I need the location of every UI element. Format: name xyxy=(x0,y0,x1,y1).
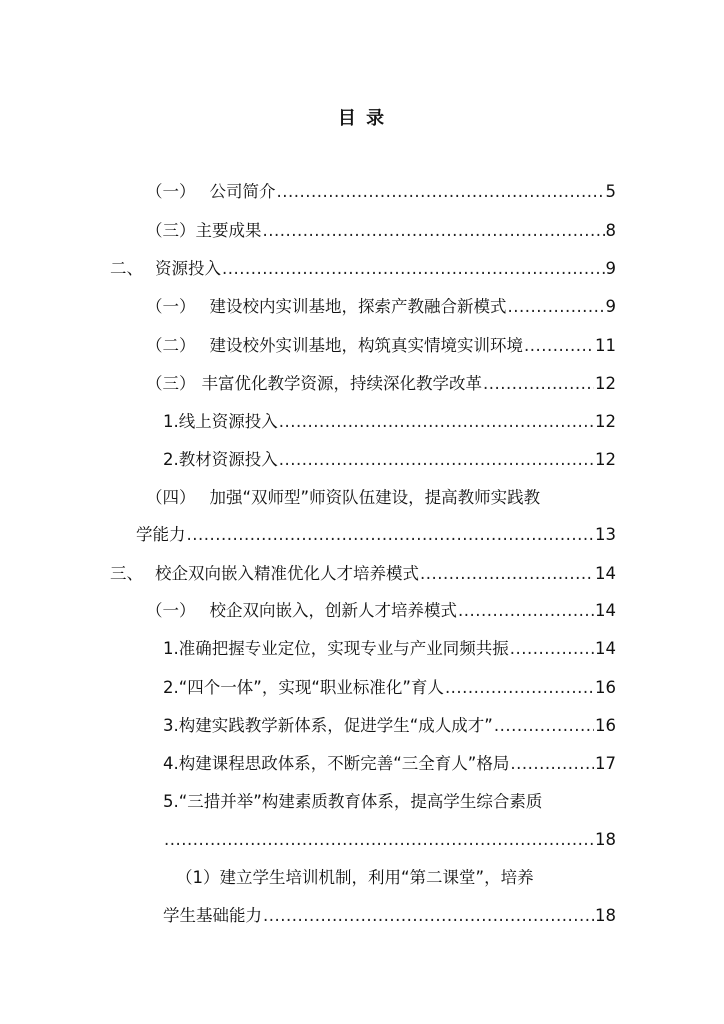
toc-leader-dots xyxy=(222,257,605,281)
toc-leader-dots xyxy=(508,295,605,319)
toc-leader-dots xyxy=(187,523,595,547)
toc-entry[interactable] xyxy=(163,448,616,472)
toc-entry-page: 14 xyxy=(595,639,616,658)
toc-entry-page: 14 xyxy=(595,601,616,620)
toc-entry[interactable] xyxy=(136,523,616,547)
toc-entry-text: （1）建立学生培训机制，利用“第二课堂”，培养 xyxy=(176,868,534,887)
toc-entry-text: 校企双向嵌入，创新人才培养模式 xyxy=(209,601,457,620)
toc-entry[interactable] xyxy=(146,334,616,358)
toc-entry[interactable] xyxy=(163,904,616,928)
toc-entry-page: 5 xyxy=(605,182,616,201)
toc-entry[interactable] xyxy=(110,562,616,586)
toc-entry-label: （三） xyxy=(146,221,196,240)
toc-entry-page: 18 xyxy=(595,906,616,925)
toc-entry[interactable] xyxy=(146,295,616,319)
toc-entry-page: 18 xyxy=(595,830,616,849)
toc-entry-first-line[interactable] xyxy=(146,486,616,510)
toc-entry-text: 2.“四个一体”，实现“职业标准化”育人 xyxy=(163,678,444,697)
toc-leader-dots xyxy=(445,676,594,700)
toc-entry-label: （一） xyxy=(146,182,196,201)
toc-entry[interactable] xyxy=(146,219,616,243)
toc-entry-label: （三） xyxy=(146,374,196,393)
toc-entry-text: 3.构建实践教学新体系，促进学生“成人成才” xyxy=(163,716,493,735)
toc-entry[interactable] xyxy=(163,752,616,776)
toc-entry-page: 13 xyxy=(595,525,616,544)
toc-leader-dots xyxy=(279,448,594,472)
toc-entry-page: 17 xyxy=(595,754,616,773)
toc-leader-dots xyxy=(510,637,594,661)
toc-entry-text: 1.线上资源投入 xyxy=(163,412,278,431)
toc-leader-dots xyxy=(483,372,594,396)
toc-leader-dots xyxy=(494,714,594,738)
toc-entry[interactable] xyxy=(146,180,616,204)
toc-entry-label: （四） xyxy=(146,488,196,507)
toc-entry-text: 1.准确把握专业定位，实现专业与产业同频共振 xyxy=(163,639,509,658)
toc-entry-text: 校企双向嵌入精准优化人才培养模式 xyxy=(155,564,419,583)
toc-entry-label: （一） xyxy=(146,297,196,316)
toc-leader-dots xyxy=(510,752,594,776)
toc-entry-text: 资源投入 xyxy=(155,259,221,278)
toc-entry-label: （一） xyxy=(146,601,196,620)
toc-entry-label: （二） xyxy=(146,336,196,355)
toc-entry-text: 建设校内实训基地，探索产教融合新模式 xyxy=(209,297,507,316)
toc-entry-text: 2.教材资源投入 xyxy=(163,450,278,469)
toc-leader-dots xyxy=(458,599,594,623)
toc-entry-text: 加强“双师型”师资队伍建设，提高教师实践教 xyxy=(209,488,541,507)
toc-leader-dots xyxy=(164,828,594,852)
toc-entry-text: 4.构建课程思政体系，不断完善“三全育人”格局 xyxy=(163,754,510,773)
toc-entry[interactable] xyxy=(163,637,616,661)
toc-entry[interactable] xyxy=(163,410,616,434)
toc-entry-page: 12 xyxy=(595,374,616,393)
toc-entry-page: 16 xyxy=(595,678,616,697)
toc-entry[interactable] xyxy=(146,599,616,623)
toc-entry-label: 三、 xyxy=(110,564,143,583)
toc-entry-page: 14 xyxy=(595,564,616,583)
toc-entry[interactable] xyxy=(163,714,616,738)
toc-entry-page: 12 xyxy=(595,412,616,431)
toc-entry-text-continued: 学生基础能力 xyxy=(163,906,262,925)
toc-entry[interactable] xyxy=(146,372,616,396)
toc-entry-text: 主要成果 xyxy=(195,221,262,240)
toc-leader-dots xyxy=(263,219,605,243)
toc-title: 目 录 xyxy=(337,108,387,129)
toc-entry-text: 丰富优化教学资源，持续深化教学改革 xyxy=(201,374,482,393)
toc-entry-page: 11 xyxy=(595,336,616,355)
toc-entry[interactable] xyxy=(163,828,616,852)
toc-entry-first-line[interactable] xyxy=(176,866,616,890)
toc-leader-dots xyxy=(277,180,605,204)
toc-leader-dots xyxy=(524,334,594,358)
toc-entry[interactable] xyxy=(110,257,616,281)
toc-entry-text: 建设校外实训基地，构筑真实情境实训环境 xyxy=(209,336,523,355)
toc-entry-page: 12 xyxy=(595,450,616,469)
toc-leader-dots xyxy=(420,562,594,586)
toc-entry-page: 9 xyxy=(605,297,616,316)
toc-entry-text: 公司简介 xyxy=(209,182,276,201)
toc-leader-dots xyxy=(279,410,594,434)
toc-entry-page: 9 xyxy=(605,259,616,278)
toc-entry-text-continued: 学能力 xyxy=(136,525,186,544)
toc-entry-page: 8 xyxy=(605,221,616,240)
toc-entry[interactable] xyxy=(163,676,616,700)
toc-entry-text: 5.“三措并举”构建素质教育体系，提高学生综合素质 xyxy=(163,792,543,811)
toc-entry-label: 二、 xyxy=(110,259,143,278)
toc-entry-first-line[interactable] xyxy=(163,790,616,814)
toc-entry-page: 16 xyxy=(595,716,616,735)
toc-leader-dots xyxy=(263,904,594,928)
